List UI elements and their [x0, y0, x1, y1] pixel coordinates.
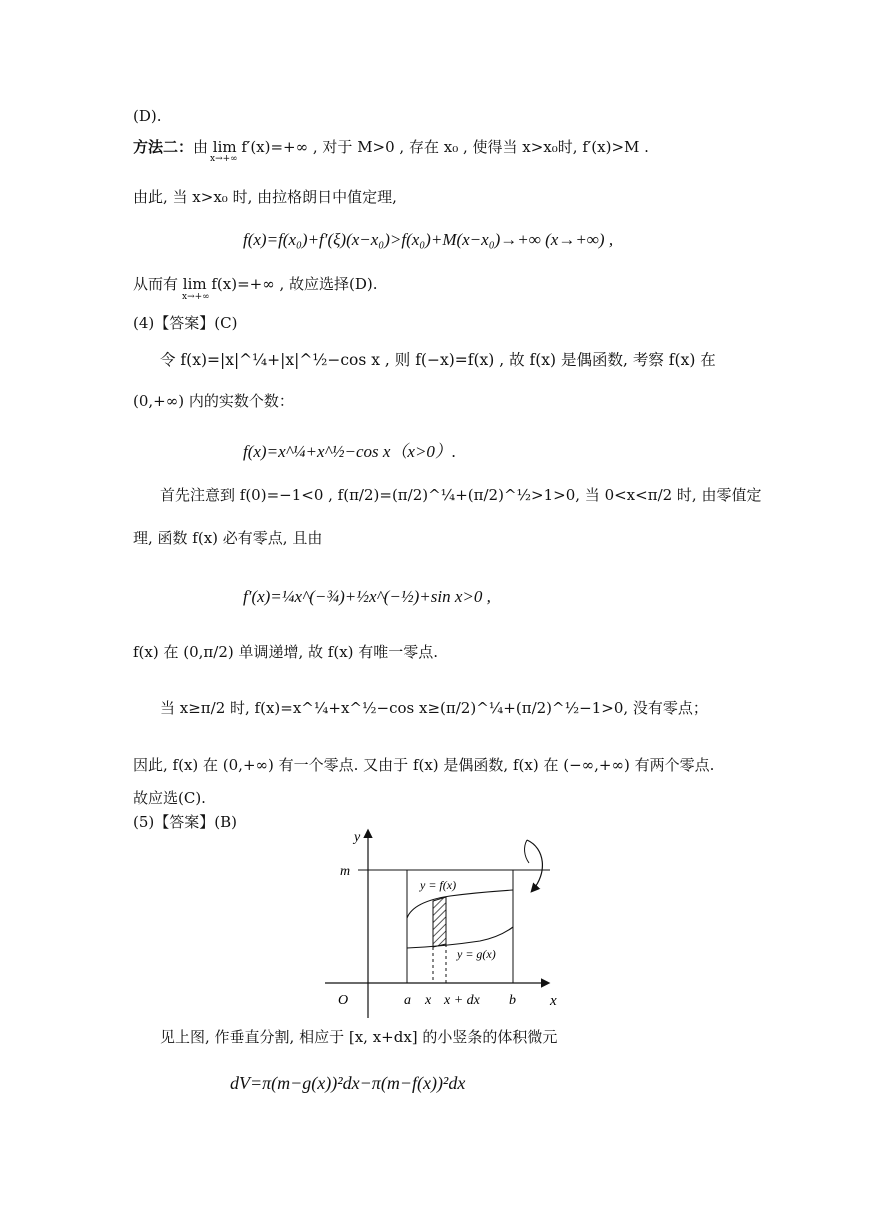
a-label: a: [404, 993, 411, 1008]
hatched-strip: [433, 897, 446, 947]
text-line-10: 首先注意到 f(0)=−1<0 , f(π/2)=(π/2)^¼+(π/2)^½>1>0, 当 0<x<π/2 时, 由零值定: [160, 486, 762, 504]
m-label: m: [340, 864, 351, 879]
text-line-1: (D).: [133, 107, 162, 125]
x-label: x: [425, 993, 432, 1008]
origin-label: O: [338, 993, 349, 1008]
answer-4-heading: (4)【答案】(C): [133, 314, 238, 332]
volume-figure: [320, 823, 580, 1023]
method-two-line: 方法二：由 lim f′(x)=+∞ , 对于 M>0 , 存在 x₀ , 使得当 x>x₀时, f′(x)>M .: [133, 138, 649, 156]
rotation-arrow-tail: [525, 840, 529, 863]
text-line-13: f(x) 在 (0,π/2) 单调递增, 故 f(x) 有唯一零点.: [133, 643, 439, 661]
derivative-formula: f′(x)=¼x^(−¾)+½x^(−½)+sin x>0 ,: [243, 587, 491, 606]
text-line-15: 因此, f(x) 在 (0,+∞) 有一个零点. 又由于 f(x) 是偶函数, f(x) 在 (−∞,+∞) 有两个零点.: [133, 756, 715, 774]
text-line-3: 由此, 当 x>x₀ 时, 由拉格朗日中值定理,: [133, 188, 397, 206]
formula-f-positive: f(x)=x^¼+x^½−cos x（x>0）.: [243, 442, 457, 461]
f-curve: [407, 890, 513, 918]
g-curve: [407, 927, 513, 948]
xdx-label: x + dx: [444, 993, 480, 1008]
f-label: y = f(x): [420, 878, 457, 892]
b-label: b: [509, 993, 516, 1008]
y-axis-label: y: [354, 830, 361, 845]
text-line-16: 故应选(C).: [133, 789, 206, 807]
text-line-7: 令 f(x)=|x|^¼+|x|^½−cos x , 则 f(−x)=f(x) , 故 f(x) 是偶函数, 考察 f(x) 在: [160, 351, 716, 369]
text-line-11: 理, 函数 f(x) 必有零点, 且由: [133, 529, 323, 547]
method-two-heading: 方法二：: [133, 138, 194, 156]
answer-5-heading: (5)【答案】(B): [133, 813, 237, 831]
text-line-14: 当 x≥π/2 时, f(x)=x^¼+x^½−cos x≥(π/2)^¼+(π/2)^½−1>0, 没有零点；: [160, 699, 708, 717]
text-line-8: (0,+∞) 内的实数个数：: [133, 392, 294, 410]
limit-subscript-2: x→+∞: [182, 292, 210, 302]
limit-subscript-1: x→+∞: [210, 154, 238, 164]
x-axis-label: x: [550, 993, 557, 1009]
rotation-arrow-icon: [527, 840, 542, 891]
g-label: y = g(x): [457, 947, 496, 961]
text-line-18: 见上图, 作垂直分割, 相应于 [x, x+dx] 的小竖条的体积微元: [160, 1028, 558, 1046]
text-line-5: 从而有 lim f(x)=+∞ , 故应选择(D).: [133, 275, 378, 293]
volume-element-formula: dV=π(m−g(x))²dx−π(m−f(x))²dx: [230, 1073, 466, 1093]
lagrange-formula: f(x)=f(x₀)+f′(ξ)(x−x₀)>f(x₀)+M(x−x₀)→+∞ (x→+∞) ,: [243, 230, 614, 249]
